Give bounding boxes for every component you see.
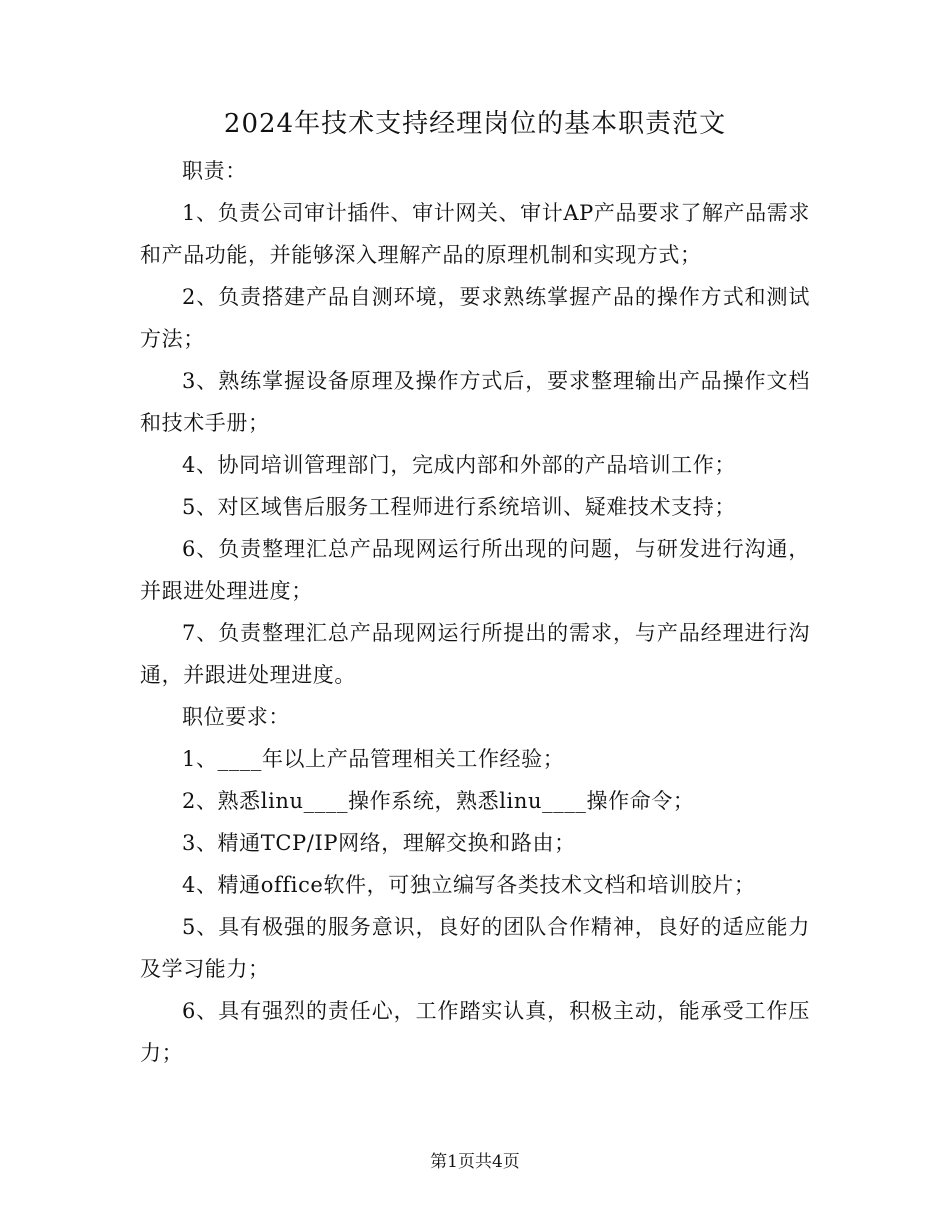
duty-item: 5、对区域售后服务工程师进行系统培训、疑难技术支持； xyxy=(182,495,736,519)
document-body xyxy=(140,150,810,1074)
duty-item: 1、负责公司审计插件、审计网关、审计AP产品要求了解产品需求和产品功能，并能够深入理解产品的原理机制和实现方式； xyxy=(140,201,810,267)
requirement-item: 5、具有极强的服务意识，良好的团队合作精神，良好的适应能力及学习能力； xyxy=(140,915,810,981)
duty-item: 3、熟练掌握设备原理及操作方式后，要求整理输出产品操作文档和技术手册； xyxy=(140,369,810,435)
requirements-heading: 职位要求： xyxy=(182,705,290,729)
requirement-item: 3、精通TCP/IP网络，理解交换和路由； xyxy=(182,831,576,855)
duty-item: 6、负责整理汇总产品现网运行所出现的问题，与研发进行沟通，并跟进处理进度； xyxy=(140,537,810,603)
duty-item: 4、协同培训管理部门，完成内部和外部的产品培训工作； xyxy=(182,453,736,477)
requirement-item: 2、熟悉linu____操作系统，熟悉linu____操作命令； xyxy=(182,789,695,813)
document-title: 2024年技术支持经理岗位的基本职责范文 xyxy=(223,109,727,139)
duty-item: 7、负责整理汇总产品现网运行所提出的需求，与产品经理进行沟通，并跟进处理进度。 xyxy=(140,621,810,687)
requirement-item: 4、精通office软件，可独立编写各类技术文档和培训胶片； xyxy=(182,873,756,897)
page-number-footer: 第1页共4页 xyxy=(430,1152,520,1172)
requirement-item: 6、具有强烈的责任心，工作踏实认真，积极主动，能承受工作压力； xyxy=(140,999,810,1065)
duty-item: 2、负责搭建产品自测环境，要求熟练掌握产品的操作方式和测试方法； xyxy=(140,285,810,351)
duties-heading: 职责： xyxy=(182,159,247,183)
requirement-item: 1、____年以上产品管理相关工作经验； xyxy=(182,747,565,771)
